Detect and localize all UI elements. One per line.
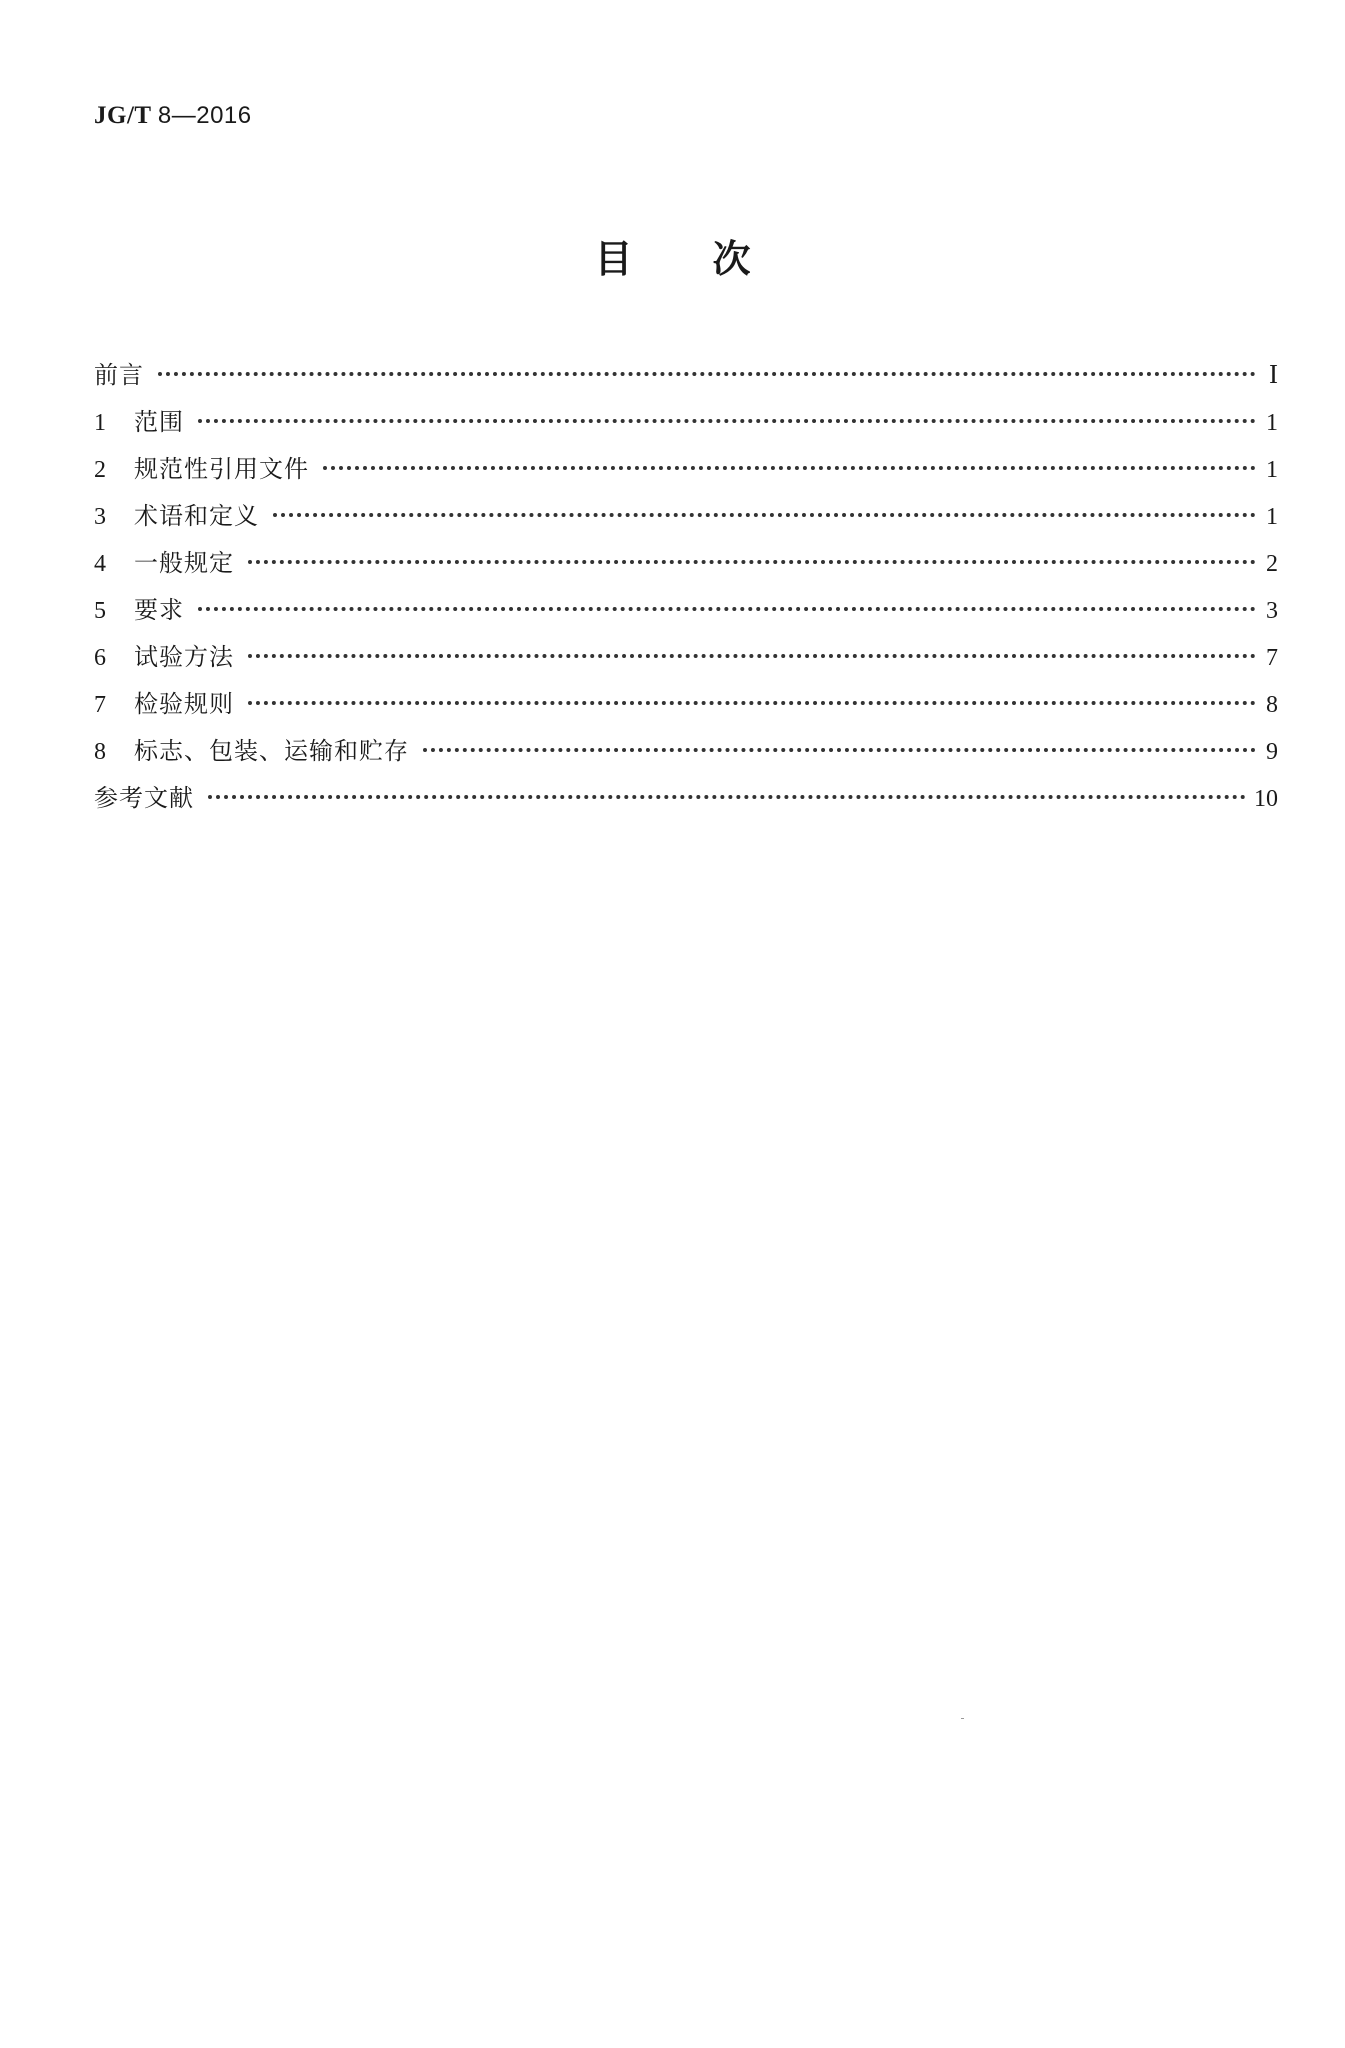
toc-item-marking-packaging[interactable] [94,731,1278,778]
dot-leader [198,607,1256,611]
toc-item-label: 试验方法 [134,643,234,671]
toc-item-inspection-rules[interactable] [94,684,1278,731]
dot-leader [158,372,1256,376]
page-title-char-1: 目 [594,237,633,281]
toc-item-page: 7 [1266,645,1278,671]
toc-item-label: 检验规则 [134,690,234,718]
toc-item-terms-definitions[interactable] [94,496,1278,543]
toc-item-page: 1 [1266,410,1278,436]
dot-leader [323,466,1256,470]
dot-leader [248,654,1256,658]
toc-item-number: 7 [94,692,106,718]
toc-item-normative-references[interactable] [94,449,1278,496]
table-of-contents [94,355,1278,825]
toc-item-label: 范围 [134,408,184,436]
toc-item-label: 前言 [94,361,144,389]
dot-leader [423,748,1256,752]
toc-item-bibliography[interactable] [94,778,1278,825]
toc-item-label: 参考文献 [94,784,194,812]
toc-item-foreword[interactable] [94,355,1278,402]
dot-leader [208,795,1246,799]
toc-item-number: 2 [94,457,106,483]
standard-code-number: 8—2016 [157,102,252,129]
toc-item-label: 术语和定义 [134,502,259,530]
toc-item-page: 1 [1266,457,1278,483]
standard-code-prefix: JG/T [94,102,152,129]
toc-item-number: 4 [94,551,106,577]
toc-item-scope[interactable] [94,402,1278,449]
toc-item-test-methods[interactable] [94,637,1278,684]
toc-item-number: 3 [94,504,106,530]
dot-leader [273,513,1256,517]
toc-item-requirements[interactable] [94,590,1278,637]
toc-item-page: I [1269,359,1278,389]
toc-item-page: 8 [1266,692,1278,718]
toc-item-general-provisions[interactable] [94,543,1278,590]
dot-leader [198,419,1256,423]
dot-leader [248,560,1256,564]
toc-item-number: 5 [94,598,106,624]
toc-item-page: 1 [1266,504,1278,530]
toc-item-label: 规范性引用文件 [134,455,309,483]
dot-leader [248,701,1256,705]
standard-code [94,102,252,130]
toc-item-number: 8 [94,739,106,765]
toc-item-label: 要求 [134,596,184,624]
toc-item-label: 一般规定 [134,549,234,577]
scan-speck [961,1718,964,1719]
toc-item-number: 6 [94,645,106,671]
toc-item-page: 2 [1266,551,1278,577]
toc-item-page: 3 [1266,598,1278,624]
toc-item-number: 1 [94,410,106,436]
toc-item-page: 10 [1254,786,1278,812]
page-title-char-2: 次 [712,237,751,281]
toc-item-page: 9 [1266,739,1278,765]
page-title [0,228,1345,283]
toc-item-label: 标志、包装、运输和贮存 [134,737,409,765]
